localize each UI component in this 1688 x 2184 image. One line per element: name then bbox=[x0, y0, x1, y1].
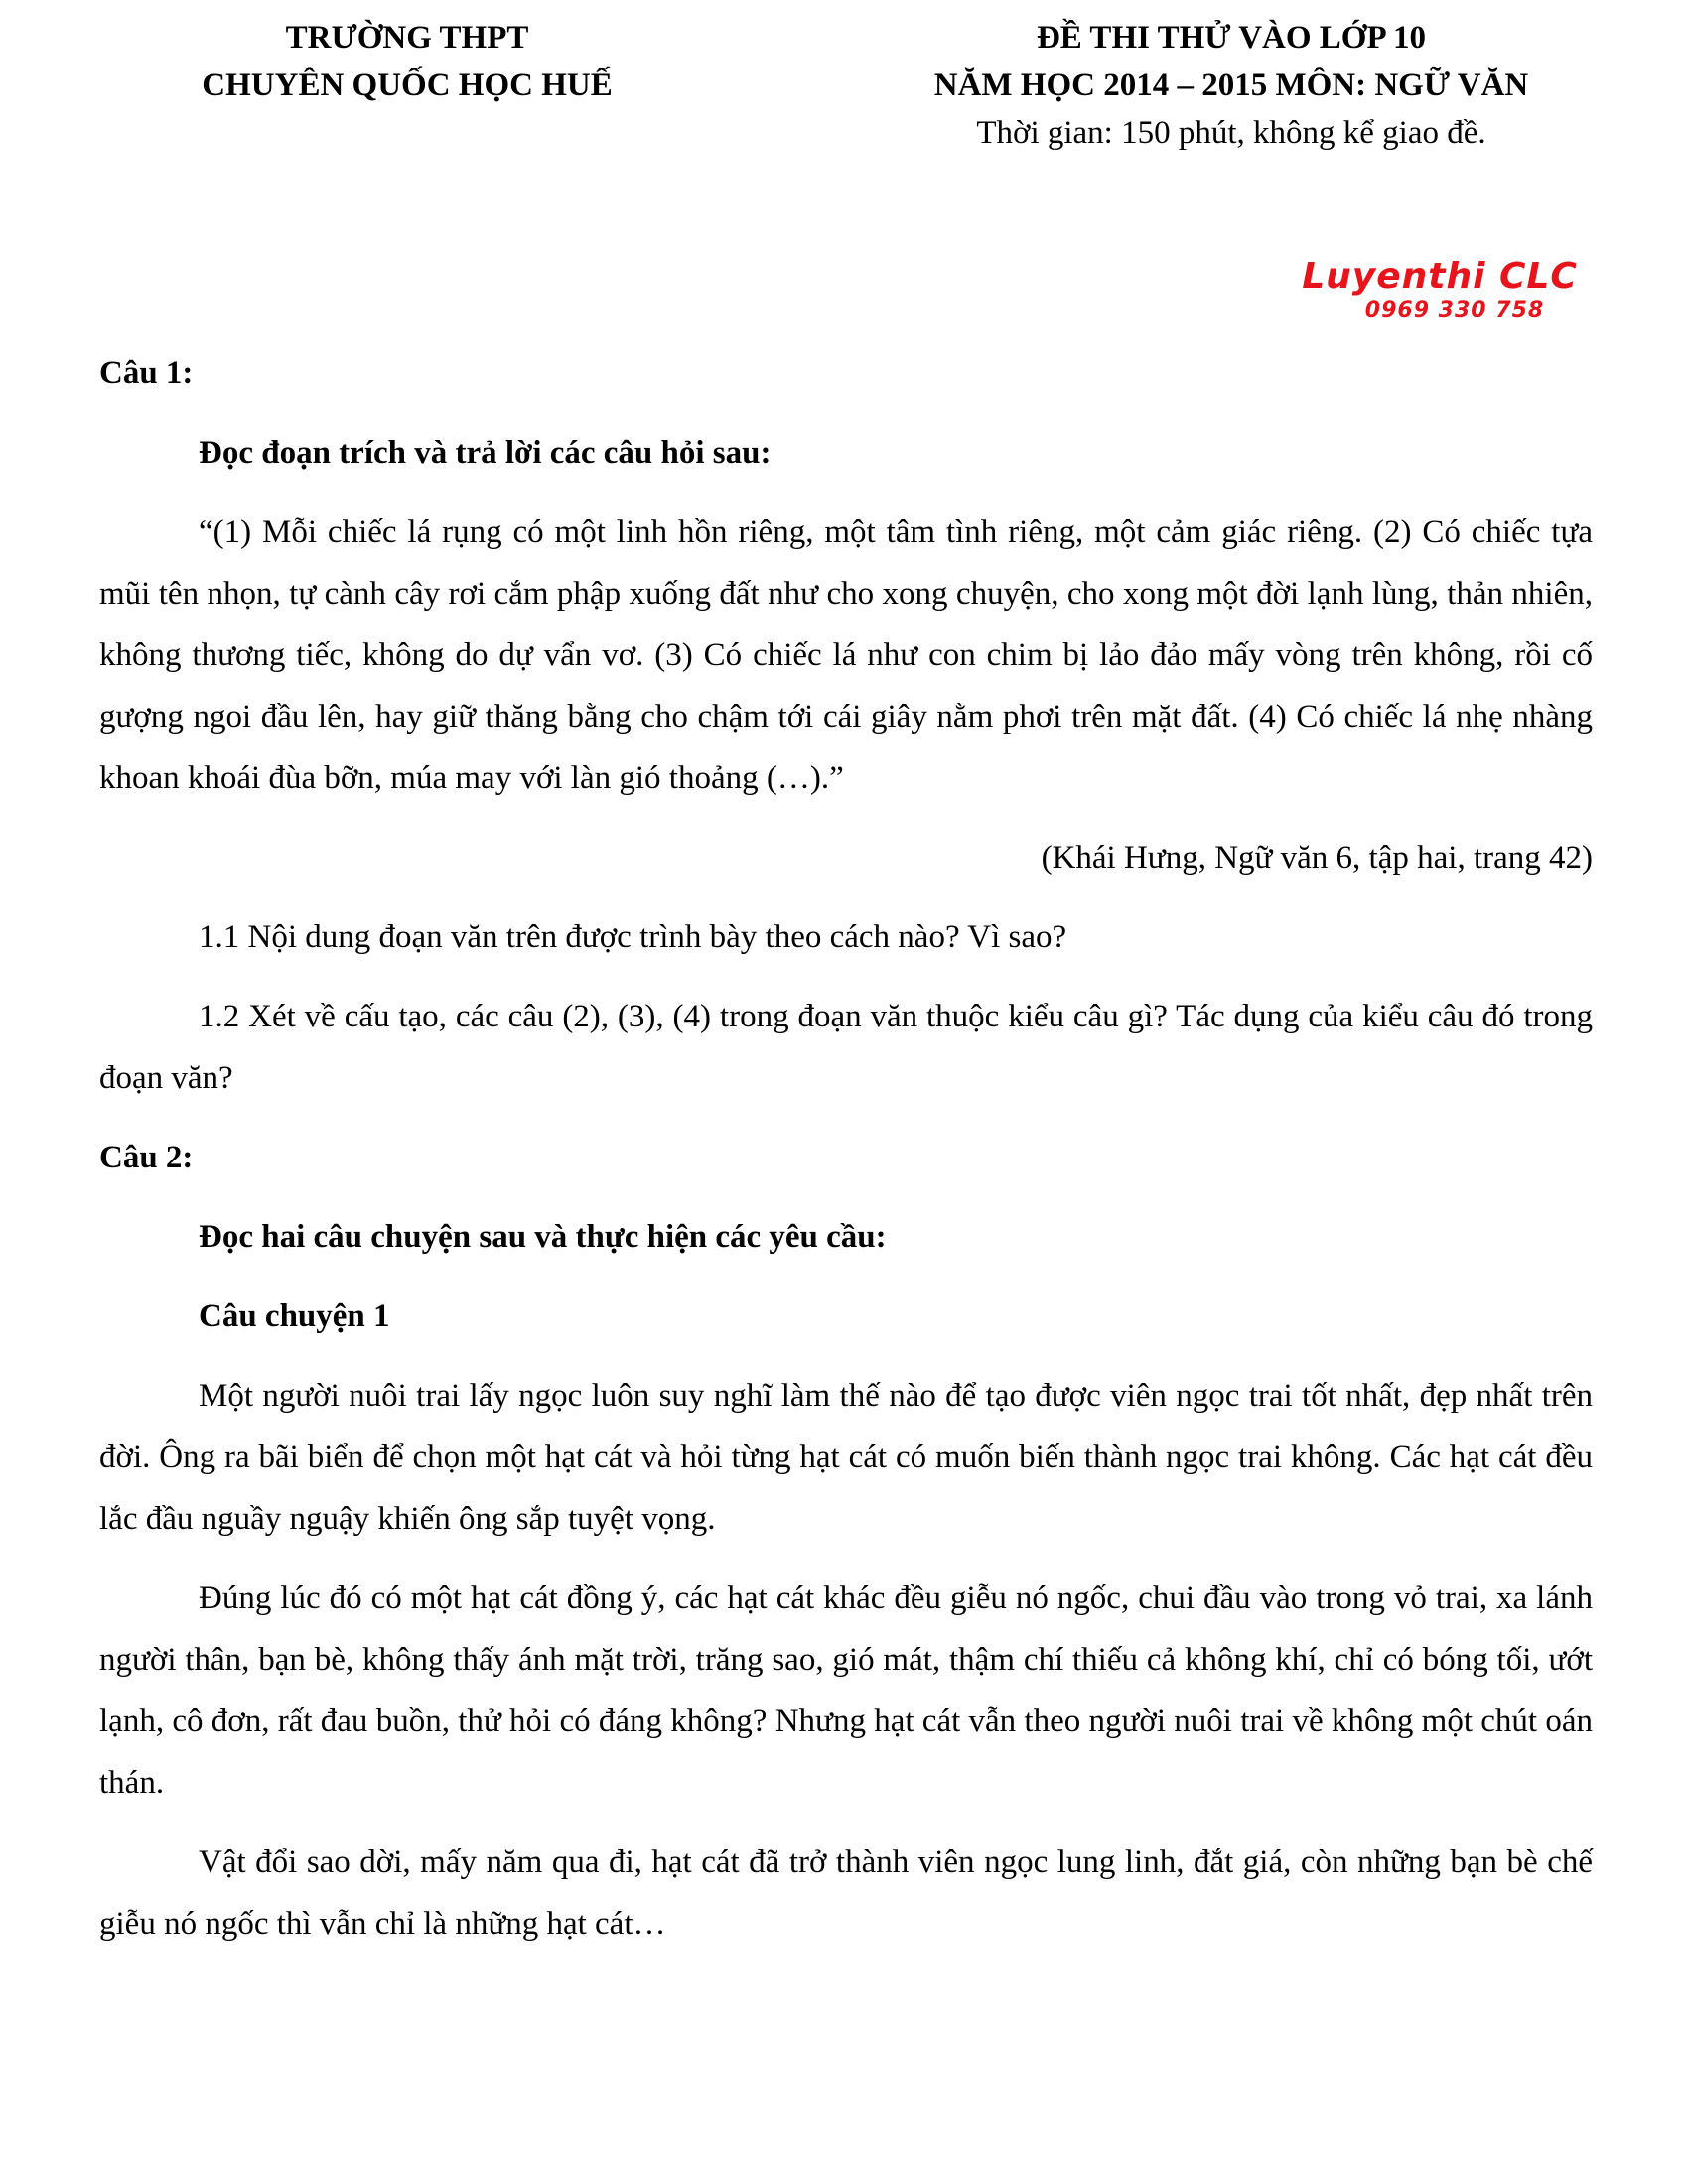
question-2-title: Câu 2: bbox=[99, 1140, 194, 1175]
exam-body bbox=[99, 342, 1593, 1955]
luyenthi-logo bbox=[1286, 256, 1594, 330]
school-line-1: TRƯỜNG THPT bbox=[285, 20, 529, 56]
logo-phone: 0969 330 758 bbox=[1364, 298, 1545, 323]
story-paragraph: Một người nuôi trai lấy ngọc luôn suy nghĩ làm thế nào để tạo được viên ngọc trai tốt nhất, đẹp nhất trên đời. Ông ra bãi biển để chọn một hạt cát và hỏi từng hạt cát có muốn biến thành ngọc trai không. Các hạt cát đều lắc đầu nguầy nguậy khiến ông sắp tuyệt vọng. bbox=[99, 1378, 1593, 1537]
excerpt-source: (Khái Hưng, Ngữ văn 6, tập hai, trang 42) bbox=[1041, 840, 1593, 876]
school-header bbox=[179, 14, 635, 109]
exam-year-subject: NĂM HỌC 2014 – 2015 MÔN: NGỮ VĂN bbox=[933, 68, 1529, 103]
story-1-title: Câu chuyện 1 bbox=[199, 1298, 390, 1334]
story-paragraph: Vật đổi sao dời, mấy năm qua đi, hạt cát đã trở thành viên ngọc lung linh, đắt giá, còn những bạn bè chế giễu nó ngốc thì vẫn chỉ là những hạt cát… bbox=[99, 1844, 1593, 1942]
question-1-title: Câu 1: bbox=[99, 355, 194, 391]
question-2-instruction: Đọc hai câu chuyện sau và thực hiện các yêu cầu: bbox=[199, 1219, 887, 1255]
exam-header bbox=[854, 14, 1609, 157]
question-1-excerpt: “(1) Mỗi chiếc lá rụng có một linh hồn riêng, một tâm tình riêng, một cảm giác riêng. (2) Có chiếc tựa mũi tên nhọn, tự cành cây rơi cắm phập xuống đất như cho xong chuyện, cho xong một đời lạnh lùng, thản nhiên, không thương tiếc, không do dự vẩn vơ. (3) Có chiếc lá như con chim bị lảo đảo mấy vòng trên không, rồi cố gượng ngoi đầu lên, hay giữ thăng bằng cho chậm tới cái giây nằm phơi trên mặt đất. (4) Có chiếc lá nhẹ nhàng khoan khoái đùa bỡn, múa may với làn gió thoảng (…).” bbox=[99, 514, 1593, 796]
question-1-1: 1.1 Nội dung đoạn văn trên được trình bày theo cách nào? Vì sao? bbox=[199, 919, 1067, 955]
school-line-2: CHUYÊN QUỐC HỌC HUẾ bbox=[202, 68, 613, 103]
logo-brand: Luyenthi CLC bbox=[1302, 256, 1578, 297]
question-1-instruction: Đọc đoạn trích và trả lời các câu hỏi sau: bbox=[199, 435, 772, 471]
exam-time-note: Thời gian: 150 phút, không kể giao đề. bbox=[976, 115, 1486, 151]
exam-title: ĐỀ THI THỬ VÀO LỚP 10 bbox=[1036, 20, 1427, 56]
story-paragraph: Đúng lúc đó có một hạt cát đồng ý, các hạt cát khác đều giễu nó ngốc, chui đầu vào trong vỏ trai, xa lánh người thân, bạn bè, không thấy ánh mặt trời, trăng sao, gió mát, thậm chí thiếu cả không khí, chỉ có bóng tối, ướt lạnh, cô đơn, rất đau buồn, thử hỏi có đáng không? Nhưng hạt cát vẫn theo người nuôi trai về không một chút oán thán. bbox=[99, 1580, 1593, 1801]
question-1-2: 1.2 Xét về cấu tạo, các câu (2), (3), (4) trong đoạn văn thuộc kiểu câu gì? Tác dụng của kiểu câu đó trong đoạn văn? bbox=[99, 999, 1593, 1096]
